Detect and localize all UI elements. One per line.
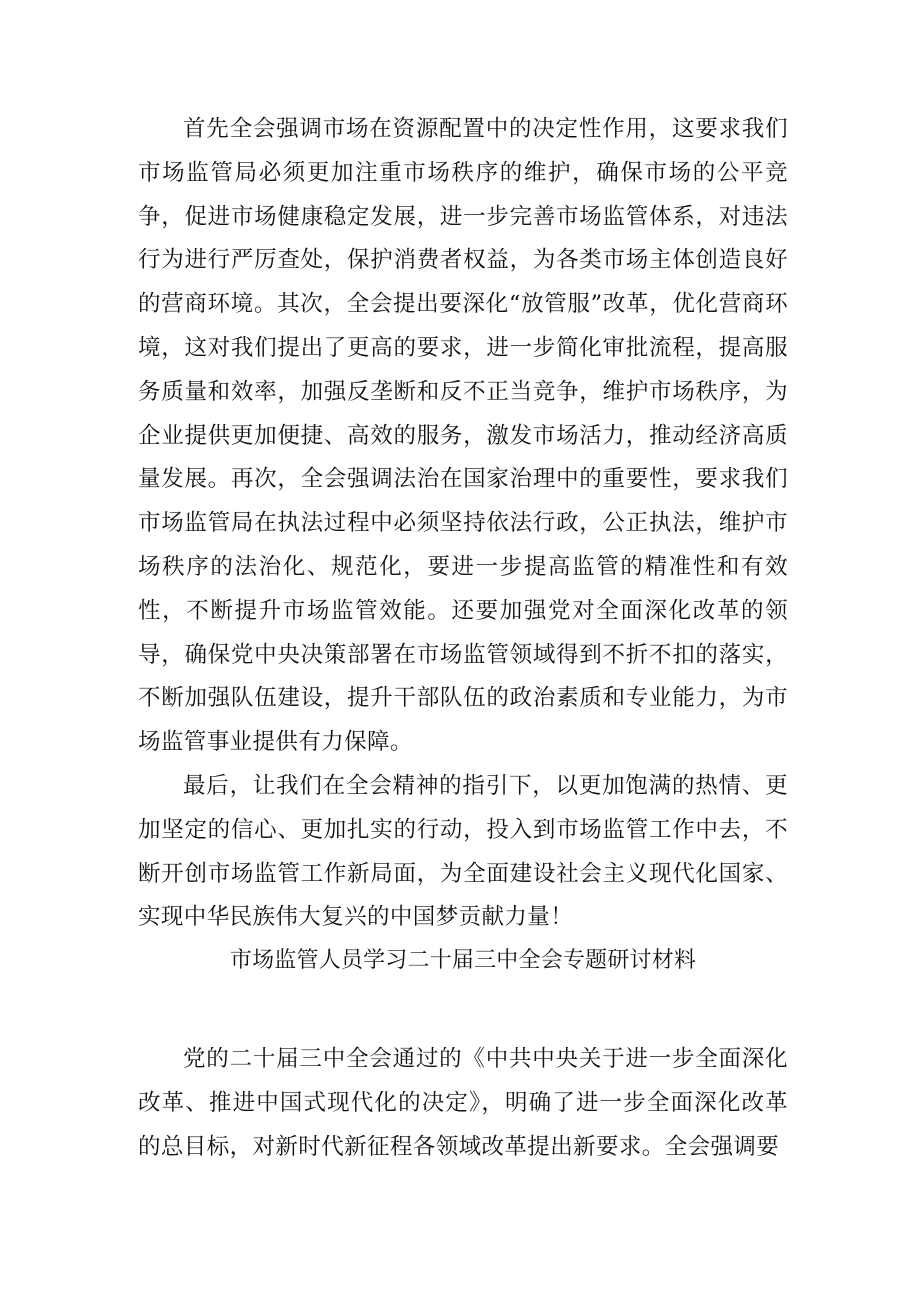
document-body — [138, 108, 788, 1170]
spacer — [138, 982, 788, 1038]
paragraph-1: 首先全会强调市场在资源配置中的决定性作用，这要求我们市场监管局必须更加注重市场秩序的维护，确保市场的公平竞争，促进市场健康稳定发展，进一步完善市场监管体系，对违法行为进行严厉查处，保护消费者权益，为各类市场主体创造良好的营商环境。其次，全会提出要深化“放管服”改革，优化营商环境，这对我们提出了更高的要求，进一步简化审批流程，提高服务质量和效率，加强反垄断和反不正当竞争，维护市场秩序，为企业提供更加便捷、高效的服务，激发市场活力，推动经济高质量发展。再次，全会强调法治在国家治理中的重要性，要求我们市场监管局在执法过程中必须坚持依法行政，公正执法，维护市场秩序的法治化、规范化，要进一步提高监管的精准性和有效性，不断提升市场监管效能。还要加强党对全面深化改革的领导，确保党中央决策部署在市场监管领域得到不折不扣的落实，不断加强队伍建设，提升干部队伍的政治素质和专业能力，为市场监管事业提供有力保障。 — [138, 116, 788, 756]
paragraph-3: 党的二十届三中全会通过的《中共中央关于进一步全面深化改革、推进中国式现代化的决定》，明确了进一步全面深化改革的总目标，对新时代新征程各领域改革提出新要求。全会强调要 — [138, 1046, 788, 1160]
section-title: 市场监管人员学习二十届三中全会专题研讨材料 — [229, 948, 697, 974]
paragraph-2: 最后，让我们在全会精神的指引下，以更加饱满的热情、更加坚定的信心、更加扎实的行动，投入到市场监管工作中去，不断开创市场监管工作新局面，为全面建设社会主义现代化国家、实现中华民族伟大复兴的中国梦贡献力量！ — [138, 772, 788, 931]
